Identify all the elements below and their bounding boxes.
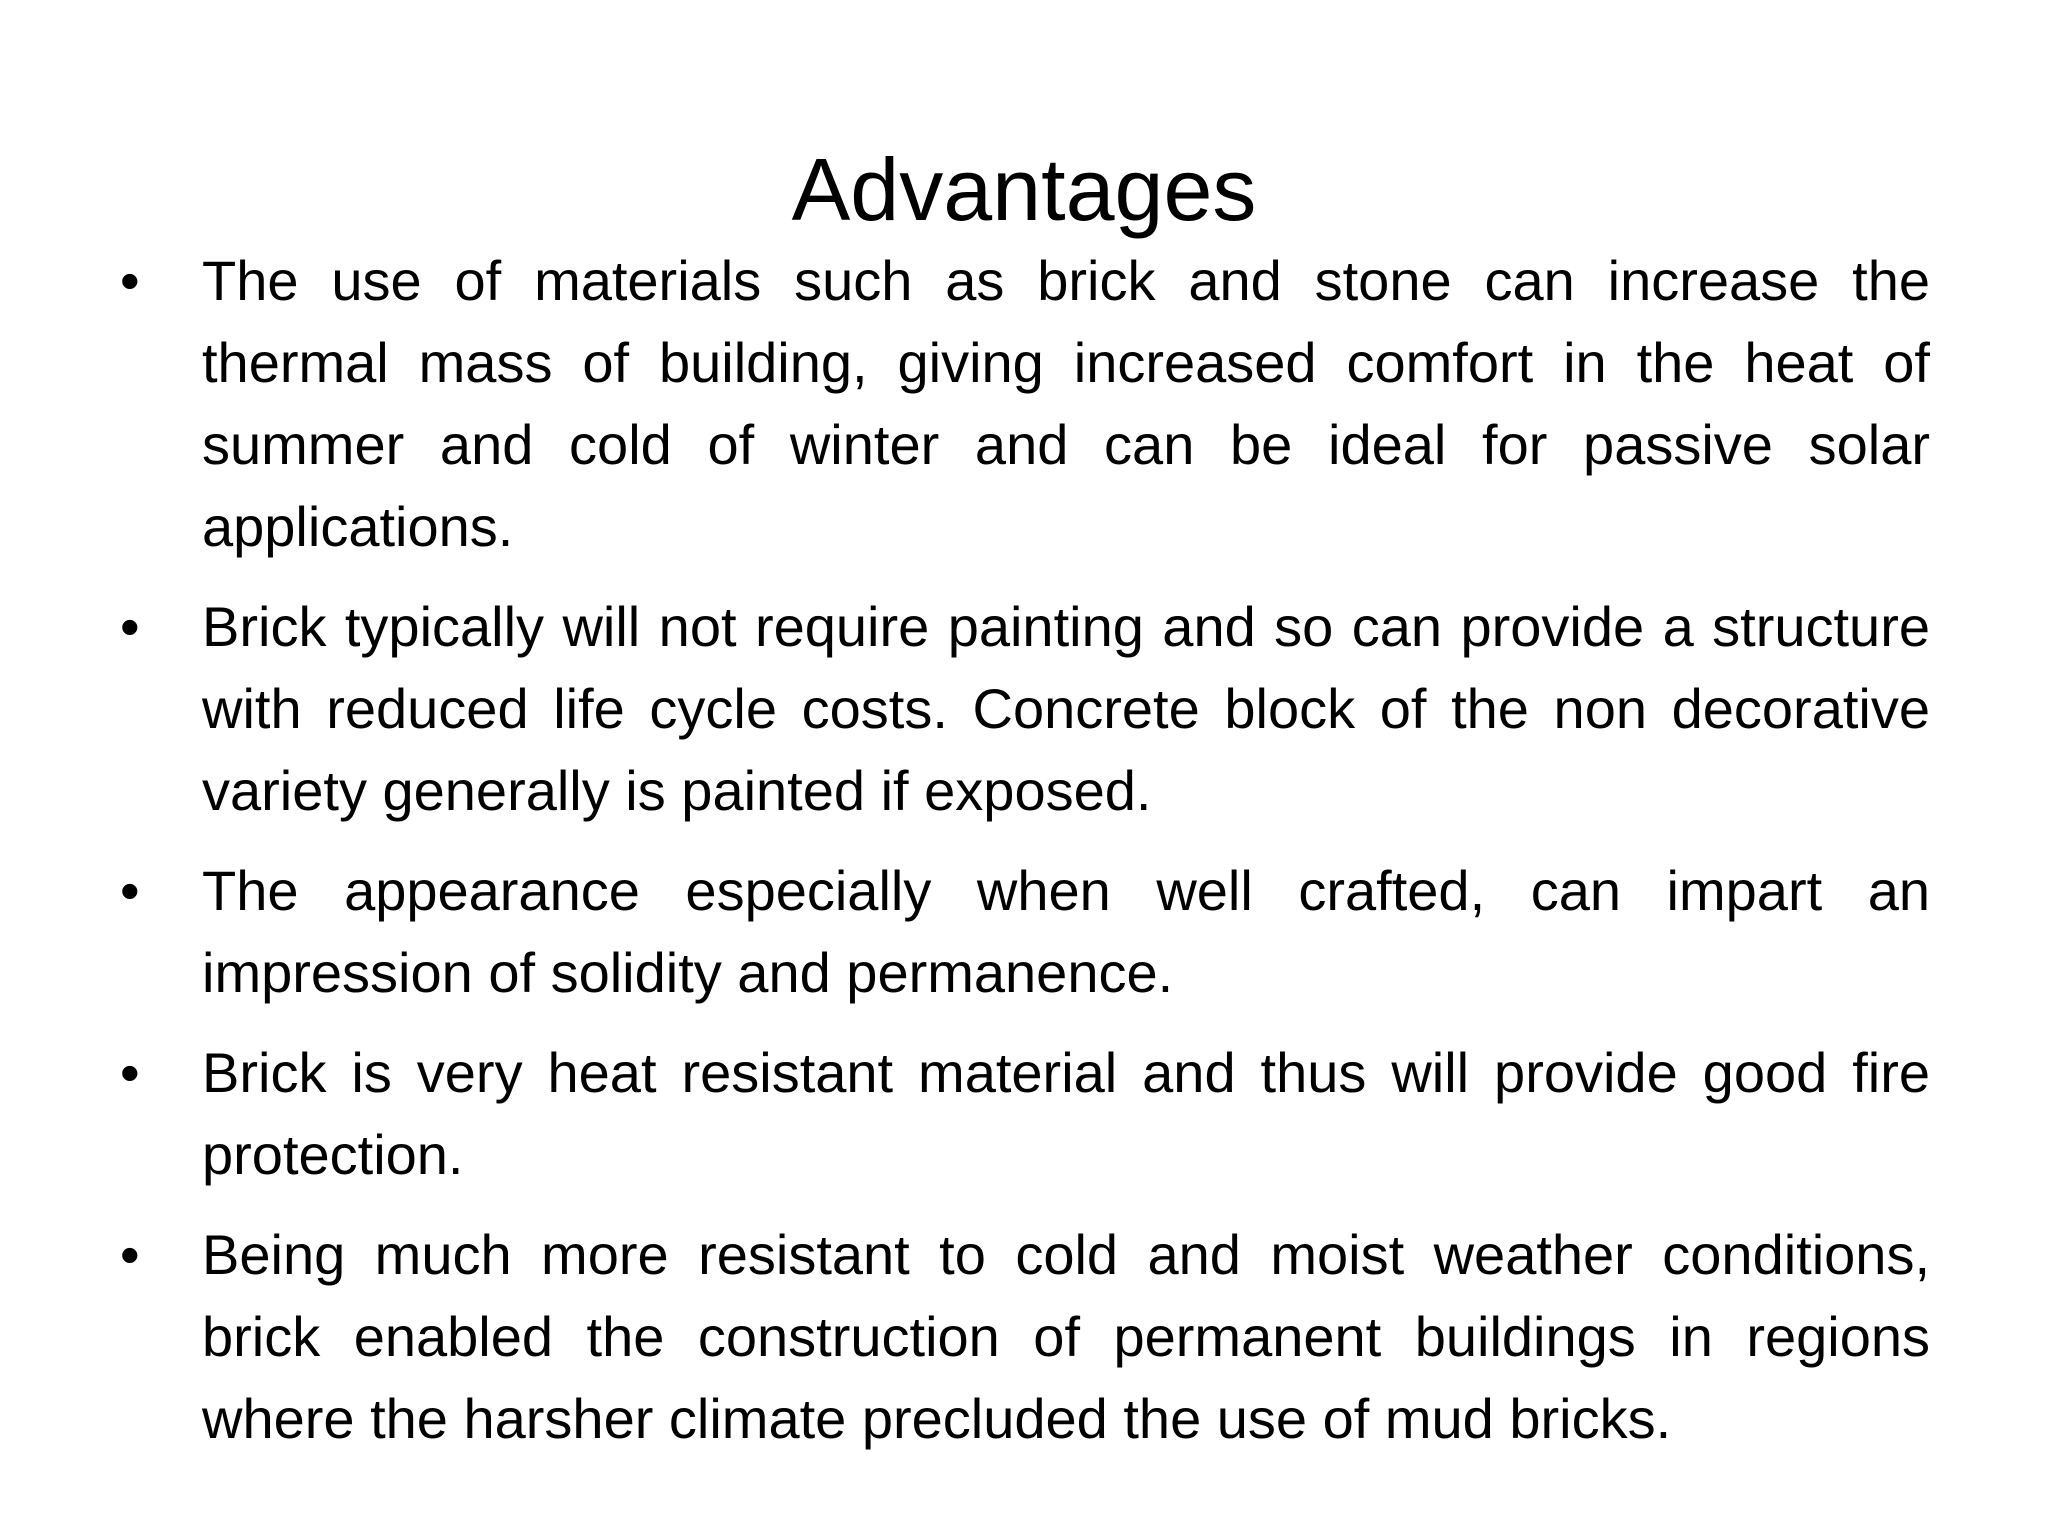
bullet-item-1 — [120, 240, 1930, 568]
bullet-icon: • — [120, 595, 140, 658]
bullet-icon: • — [120, 1041, 140, 1104]
bullet-item-3 — [120, 850, 1930, 1014]
bullet-item-2 — [120, 586, 1930, 832]
bullet-icon: • — [120, 249, 140, 312]
bullet-text: The appearance especially when well crafted, can impart an impression of solidity and permanence. — [202, 859, 1930, 1004]
bullet-item-4 — [120, 1032, 1930, 1196]
bullet-text: Brick typically will not require painting and so can provide a structure with reduced life cycle costs. Concrete block of the non decorative variety generally is painted if exposed. — [202, 595, 1930, 822]
bullet-text: Being much more resistant to cold and moist weather conditions, brick enabled the construction of permanent buildings in regions where the harsher climate precluded the use of mud bricks. — [202, 1223, 1930, 1450]
slide-title: Advantages — [791, 140, 1257, 239]
bullet-list — [120, 240, 1930, 1478]
bullet-icon: • — [120, 859, 140, 922]
bullet-item-5 — [120, 1214, 1930, 1460]
bullet-text: The use of materials such as brick and stone can increase the thermal mass of building, giving increased comfort in the heat of summer and cold of winter and can be ideal for passive solar applications. — [202, 249, 1930, 558]
bullet-text: Brick is very heat resistant material and thus will provide good fire protection. — [202, 1041, 1930, 1186]
bullet-icon: • — [120, 1223, 140, 1286]
